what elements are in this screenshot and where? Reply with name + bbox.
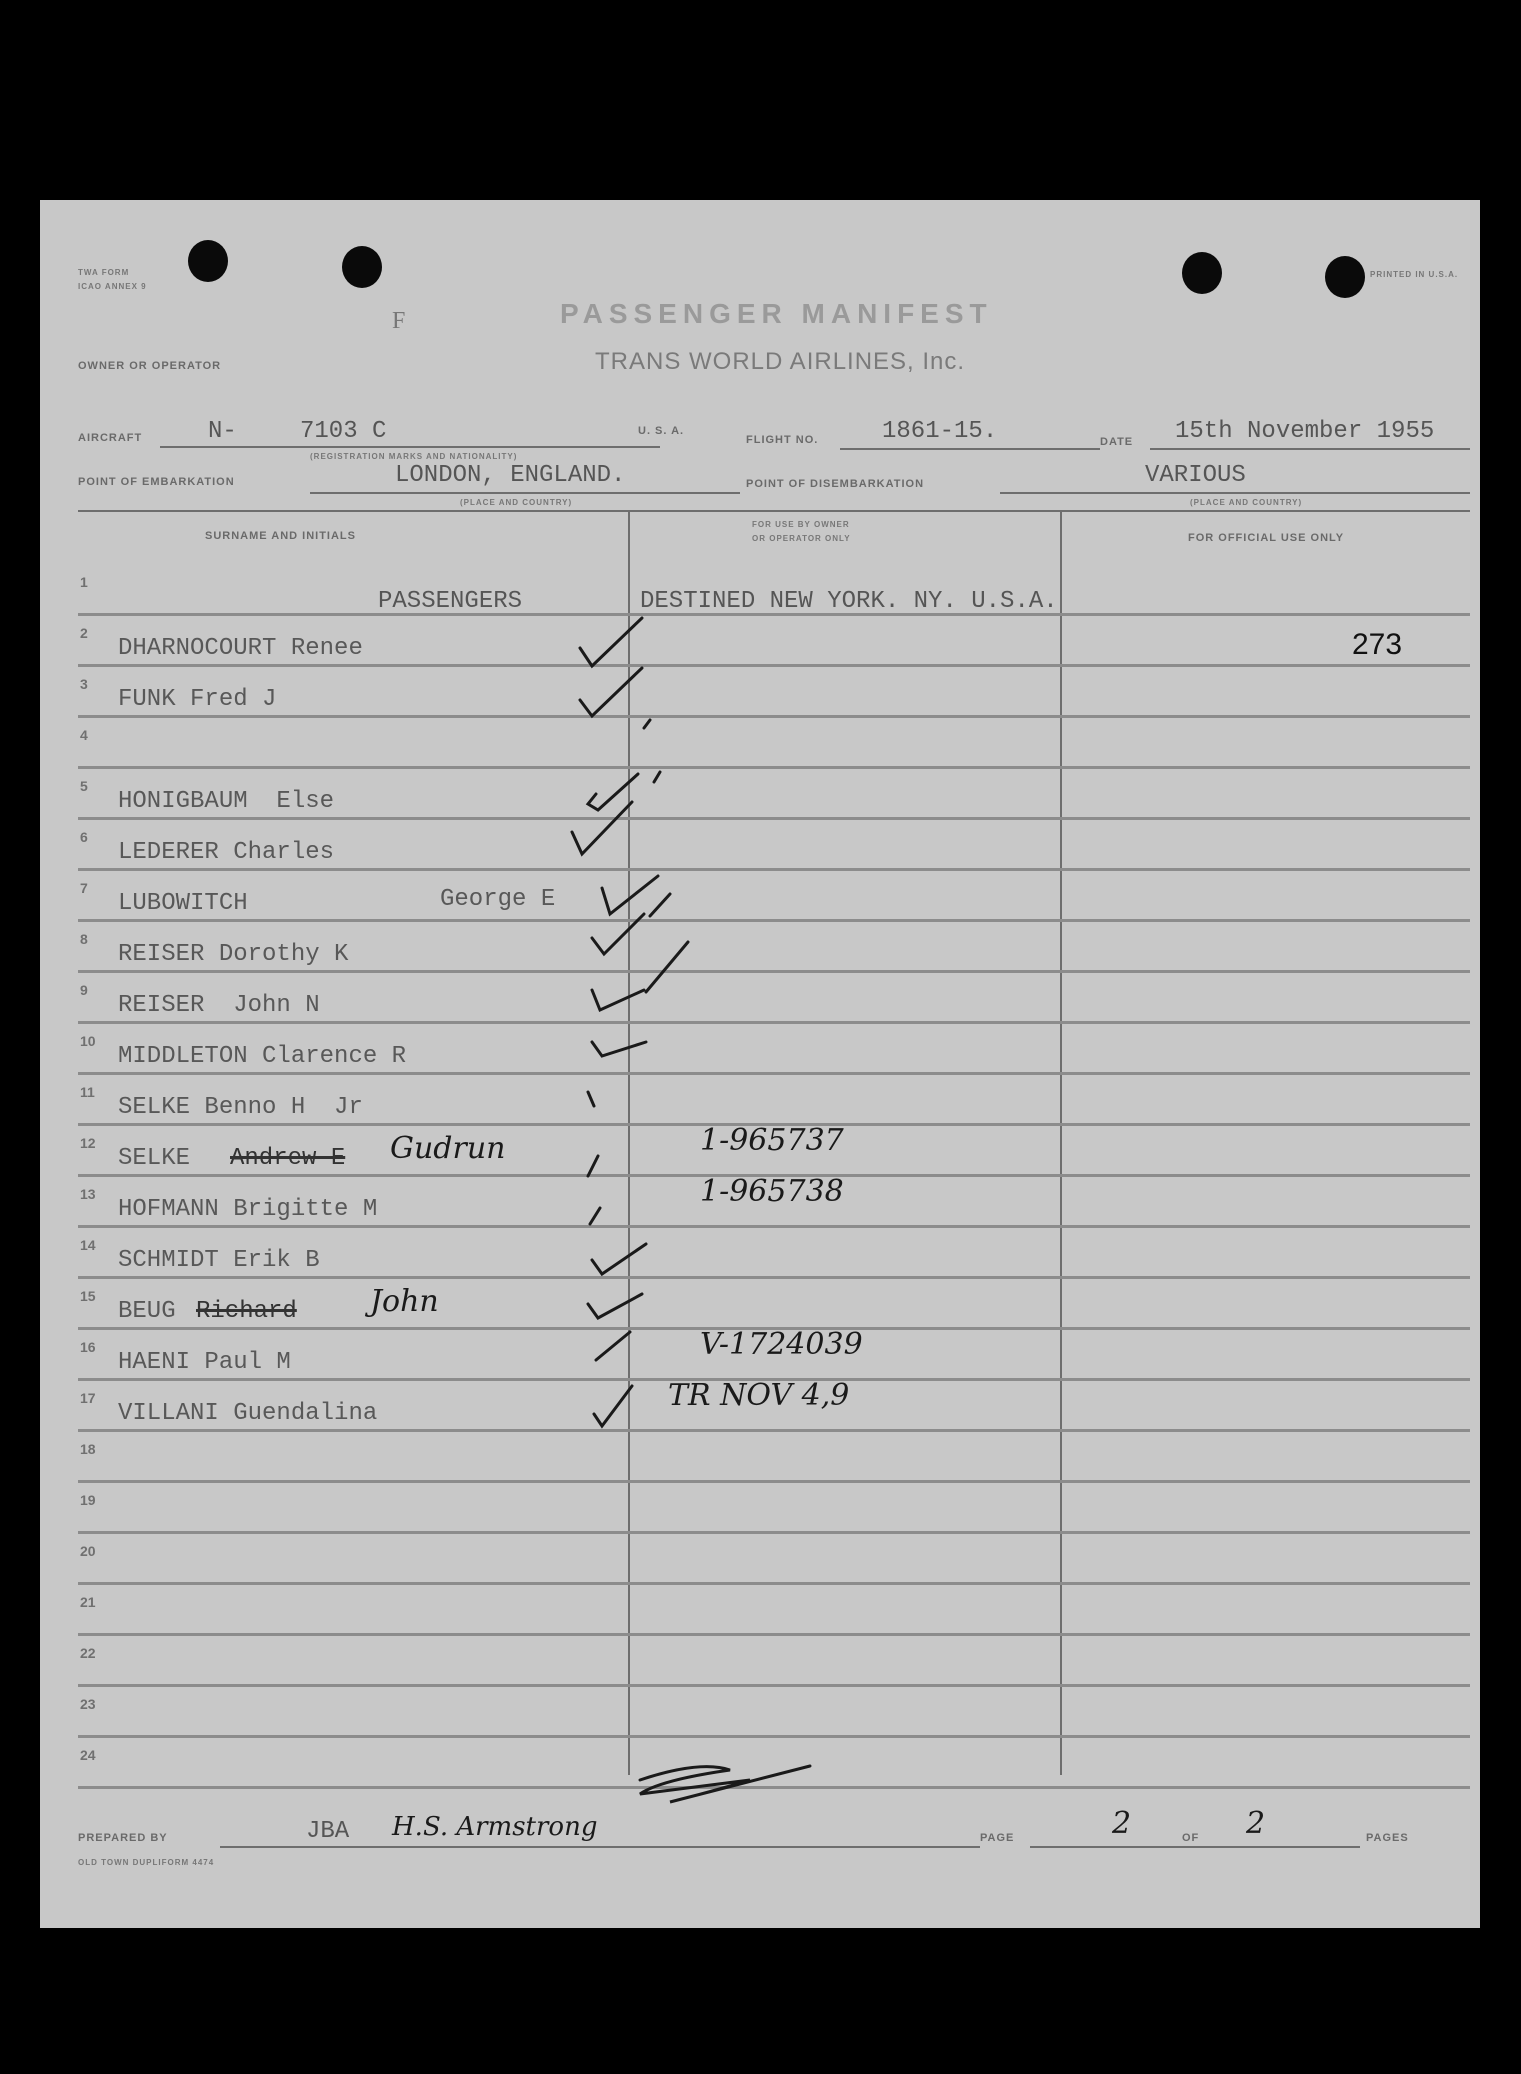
passenger-name: SELKE Benno H Jr — [118, 1094, 363, 1121]
struck-out-name: Richard — [196, 1298, 297, 1325]
row-number: 13 — [80, 1186, 96, 1202]
of-label: OF — [1182, 1832, 1200, 1844]
date-label: DATE — [1100, 436, 1134, 448]
official-number: 273 — [1352, 628, 1403, 661]
row-number: 22 — [80, 1645, 96, 1661]
flight-number: 1861-15. — [882, 418, 998, 445]
checkmark — [592, 990, 644, 1010]
row-number: 5 — [80, 778, 88, 794]
registration-caption: (REGISTRATION MARKS AND NATIONALITY) — [310, 452, 518, 461]
disembarkation-value: VARIOUS — [1145, 462, 1246, 489]
prepared-by-initials: JBA — [306, 1818, 350, 1845]
checkmark — [650, 894, 670, 916]
checkmark — [592, 1244, 646, 1274]
passenger-name: REISER John N — [118, 992, 320, 1019]
row-number: 24 — [80, 1747, 96, 1763]
country-label: U. S. A. — [638, 425, 685, 437]
page-total: 2 — [1246, 1806, 1266, 1841]
page-label: PAGE — [980, 1832, 1015, 1844]
row-number: 15 — [80, 1288, 96, 1304]
row-number: 14 — [80, 1237, 96, 1253]
owner-note: 1-965738 — [700, 1174, 844, 1209]
row-number: 20 — [80, 1543, 96, 1559]
row-number: 21 — [80, 1594, 96, 1610]
row-number: 4 — [80, 727, 88, 743]
checkmark — [596, 1332, 630, 1360]
operator-label: OWNER OR OPERATOR — [78, 360, 222, 372]
embarkation-label: POINT OF EMBARKATION — [78, 476, 235, 488]
printed-in-label: PRINTED IN U.S.A. — [1370, 270, 1459, 279]
checkmark — [592, 914, 644, 954]
checkmark — [588, 1156, 598, 1176]
disembarkation-label: POINT OF DISEMBARKATION — [746, 478, 925, 490]
passenger-name: SELKE — [118, 1145, 191, 1172]
prepared-by-label: PREPARED BY — [78, 1832, 168, 1844]
row-number: 12 — [80, 1135, 96, 1151]
row-number: 2 — [80, 625, 88, 641]
checkmark — [572, 802, 632, 854]
passenger-name: REISER Dorothy K — [118, 941, 349, 968]
destination-heading: DESTINED NEW YORK. NY. U.S.A. — [640, 588, 1058, 615]
row-number: 17 — [80, 1390, 96, 1406]
col-owner-header-line1: FOR USE BY OWNER — [752, 520, 850, 529]
page-number: 2 — [1112, 1806, 1132, 1841]
col-official-header: FOR OFFICIAL USE ONLY — [1188, 532, 1345, 544]
checkmark — [580, 668, 642, 716]
row-number: 3 — [80, 676, 88, 692]
row-number: 8 — [80, 931, 88, 947]
row-number: 6 — [80, 829, 88, 845]
passenger-name: MIDDLETON Clarence R — [118, 1043, 407, 1070]
embarkation-value: LONDON, ENGLAND. — [395, 462, 626, 489]
preparer-signature: H.S. Armstrong — [392, 1812, 598, 1842]
handwritten-correction: John — [370, 1284, 439, 1319]
struck-out-name: Andrew E — [230, 1145, 346, 1172]
row-number: 1 — [80, 574, 88, 590]
passenger-name: DHARNOCOURT Renee — [118, 635, 363, 662]
passenger-name: VILLANI Guendalina — [118, 1400, 378, 1427]
handwritten-correction: Gudrun — [390, 1131, 506, 1166]
row-number: 18 — [80, 1441, 96, 1457]
checkmark — [646, 942, 688, 992]
disembarkation-caption: (PLACE AND COUNTRY) — [1190, 498, 1303, 507]
passenger-name: HONIGBAUM Else — [118, 788, 335, 815]
owner-note: V-1724039 — [700, 1327, 863, 1362]
passenger-name: HOFMANN Brigitte M — [118, 1196, 378, 1223]
pages-label: PAGES — [1366, 1832, 1409, 1844]
aircraft-label: AIRCRAFT — [78, 432, 143, 444]
passenger-name: HAENI Paul M — [118, 1349, 291, 1376]
form-letter: F — [392, 308, 406, 334]
strike-out-scribble — [640, 1766, 810, 1802]
checkmark — [644, 720, 650, 728]
printer-imprint: OLD TOWN DUPLIFORM 4474 — [78, 1858, 215, 1867]
row-number: 16 — [80, 1339, 96, 1355]
col-surname-header: SURNAME AND INITIALS — [205, 530, 356, 542]
row-number: 23 — [80, 1696, 96, 1712]
checkmark — [580, 618, 642, 666]
date-value: 15th November 1955 — [1175, 418, 1435, 445]
owner-note: TR NOV 4,9 — [668, 1378, 850, 1413]
row-number: 19 — [80, 1492, 96, 1508]
passenger-given-name: George E — [440, 886, 556, 913]
form-code-line1: TWA FORM — [78, 268, 130, 277]
form-code-line2: ICAO ANNEX 9 — [78, 282, 147, 291]
checkmark — [602, 876, 658, 914]
aircraft-prefix: N- — [208, 418, 237, 445]
prepared-by-underline — [220, 1846, 980, 1848]
passenger-name: BEUG — [118, 1298, 176, 1325]
operator-name: TRANS WORLD AIRLINES, Inc. — [595, 348, 966, 375]
checkmark — [594, 1386, 632, 1426]
embarkation-caption: (PLACE AND COUNTRY) — [460, 498, 573, 507]
row-number: 7 — [80, 880, 88, 896]
aircraft-number: 7103 C — [300, 418, 387, 445]
owner-note: 1-965737 — [700, 1123, 844, 1158]
row-number: 10 — [80, 1033, 96, 1049]
checkmark — [654, 772, 660, 782]
checkmark — [592, 1042, 646, 1056]
checkmark — [590, 1208, 600, 1224]
checkmark — [588, 1092, 594, 1106]
passenger-name: SCHMIDT Erik B — [118, 1247, 320, 1274]
passengers-heading: PASSENGERS — [378, 588, 523, 615]
flight-label: FLIGHT NO. — [746, 434, 819, 446]
pages-underline — [1030, 1846, 1360, 1848]
document-title: PASSENGER MANIFEST — [560, 298, 993, 329]
row-number: 11 — [80, 1084, 95, 1100]
handwritten-checkmarks — [40, 200, 1480, 1928]
passenger-name: FUNK Fred J — [118, 686, 277, 713]
passenger-name: LEDERER Charles — [118, 839, 335, 866]
row-number: 9 — [80, 982, 88, 998]
col-owner-header-line2: OR OPERATOR ONLY — [752, 534, 851, 543]
manifest-sheet — [40, 200, 1480, 1928]
checkmark — [588, 1294, 642, 1318]
passenger-name: LUBOWITCH — [118, 890, 248, 917]
